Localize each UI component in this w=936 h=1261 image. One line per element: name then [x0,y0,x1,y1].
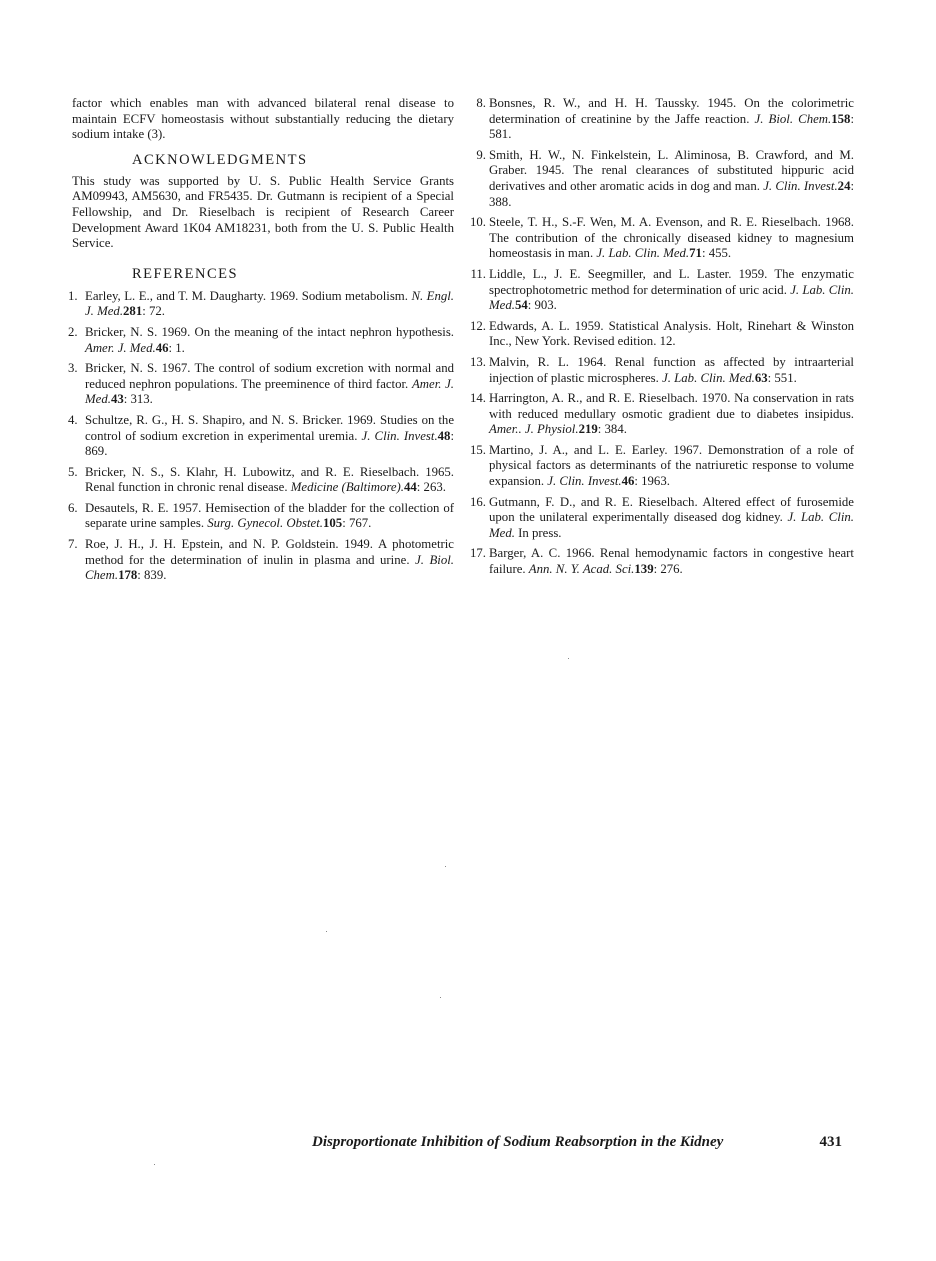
scan-speck [445,866,446,867]
reference-journal: J. Lab. Clin. Med. [596,246,690,261]
left-column [68,96,455,589]
reference-text: Gutmann, F. D., and R. E. Rieselbach. Altered effect of furosemide upon the unilateral experimentally diseased dog kidney. [489,494,854,525]
reference-text: Bricker, N. S., S. Klahr, H. Lubowitz, and R. E. Rieselbach. 1965. Renal function in chronic renal disease. [85,464,454,495]
reference-text: Earley, L. E., and T. M. Daugharty. 1969. Sodium metabolism. [85,288,408,303]
reference-item [68,324,454,356]
reference-number: 14. [470,391,486,406]
reference-pages: : 581. [489,111,855,142]
reference-pages: In press. [518,525,562,540]
reference-pages: : 839. [137,568,167,583]
reference-item [68,288,455,320]
reference-journal: Amer. J. Med. [85,340,156,355]
reference-journal: J. Lab. Clin. Med. [489,282,854,313]
reference-item [470,148,854,210]
reference-volume: 46 [621,474,635,489]
acknowledgments-heading: ACKNOWLEDGMENTS [132,151,308,168]
reference-pages: : 869. [85,428,455,459]
reference-number: 5. [68,464,78,479]
reference-text: Smith, H. W., N. Finkelstein, L. Aliminosa, B. Crawford, and M. Graber. 1945. The renal clearances of substituted hippuric acid derivatives and other aromatic acids in dog and man. [489,147,854,193]
reference-number: 2. [68,324,78,339]
reference-number: 12. [470,318,486,333]
reference-volume: 139 [634,562,654,577]
reference-journal: J. Clin. Invest. [763,178,838,193]
reference-text: Bricker, N. S. 1969. On the meaning of the intact nephron hypothesis. [85,324,454,339]
reference-text: Roe, J. H., J. H. Epstein, and N. P. Goldstein. 1949. A photometric method for the determination of inulin in plasma and urine. [85,537,454,567]
reference-volume: 24 [837,178,851,193]
reference-pages: : 551. [767,370,797,385]
reference-item [470,319,854,350]
reference-number: 9. [476,147,486,162]
reference-text: Desautels, R. E. 1957. Hemisection of the bladder for the collection of separate urine samples. [85,500,454,531]
reference-pages: : 72. [142,304,165,319]
reference-journal: J. Lab. Clin. Med. [662,370,755,385]
reference-number: 4. [68,412,78,427]
intro-paragraph: factor which enables man with advanced bilateral renal disease to maintain ECFV homeostasis without substantially reducing the dietary sodium intake (3). [72,96,454,142]
reference-text: Liddle, L., J. E. Seegmiller, and L. Laster. 1959. The enzymatic spectrophotometric method for determination of uric acid. [489,266,854,297]
reference-volume: 44 [404,480,417,495]
reference-journal: Amer.. J. Physiol. [489,422,579,437]
reference-pages: : 384. [597,422,627,437]
reference-volume: 105 [323,516,343,531]
reference-text: Bonsnes, R. W., and H. H. Taussky. 1945. On the colorimetric determination of creatinine by the Jaffe reaction. [489,96,854,126]
reference-item [68,464,454,496]
reference-journal: J. Biol. Chem. [754,111,832,126]
reference-text: Bricker, N. S. 1967. The control of sodium excretion with normal and reduced nephron populations. The preeminence of third factor. [85,361,454,391]
reference-number: 15. [470,442,486,457]
reference-journal: J. Clin. Invest. [547,474,622,489]
reference-journal: Surg. Gynecol. Obstet. [207,516,323,531]
reference-journal: J. Lab. Clin. Med. [489,510,854,540]
reference-text: Schultze, R. G., H. S. Shapiro, and N. S. Bricker. 1969. Studies on the control of sodium excretion in experimental uremia. [85,412,454,443]
reference-pages: : 313. [123,392,153,407]
reference-item [470,215,854,262]
reference-item [470,96,854,143]
reference-number: 16. [470,494,486,509]
reference-item [470,443,854,490]
reference-volume: 63 [754,370,768,385]
reference-volume: 158 [831,111,851,126]
reference-journal: J. Clin. Invest. [361,428,438,443]
page-number: 431 [819,1134,842,1150]
scan-speck [568,658,569,659]
reference-pages: : 263. [416,480,446,495]
reference-pages: : 455. [701,246,732,261]
references-heading: REFERENCES [132,265,239,282]
scan-speck [440,997,441,998]
reference-volume: 43 [110,392,124,407]
reference-journal: J. Biol. Chem. [85,552,455,583]
reference-number: 13. [470,354,486,369]
reference-number: 17. [470,546,486,561]
page-footer [312,1133,842,1151]
reference-volume: 281 [123,304,143,319]
scan-speck [326,931,327,932]
reference-volume: 71 [689,246,702,261]
reference-journal: Amer. J. Med. [85,376,455,407]
reference-pages: : 1. [168,340,185,355]
running-title: Disproportionate Inhibition of Sodium Reabsorption in the Kidney [312,1134,724,1150]
reference-item [68,537,455,584]
reference-number: 11. [470,266,486,281]
reference-item [68,361,455,408]
scan-speck [154,1164,155,1165]
reference-text: Barger, A. C. 1966. Renal hemodynamic factors in congestive heart failure. [489,546,854,577]
reference-number: 8. [476,96,486,110]
reference-pages: : 388. [489,178,855,209]
reference-item [68,500,454,532]
reference-number: 6. [68,500,78,515]
reference-list-left [68,288,455,584]
reference-journal: Ann. N. Y. Acad. Sci. [528,562,635,577]
reference-volume: 219 [578,422,598,437]
reference-pages: : 1963. [634,474,670,489]
reference-number: 3. [68,361,78,376]
reference-list-right [470,96,854,578]
reference-number: 1. [68,288,78,303]
reference-pages: : 903. [527,298,557,313]
reference-volume: 178 [118,568,138,583]
reference-number: 10. [470,215,486,230]
reference-volume: 48 [437,428,451,443]
acknowledgments-text: This study was supported by U. S. Public Health Service Grants AM09943, AM5630, and FR5435. Dr. Gutmann is recipient of a Special Fellowship, and Dr. Rieselbach is recipient of Research Career Development Award 1K04 AM18231, both from the U. S. Public Health Service. [72,173,454,251]
reference-volume: 46 [155,340,169,355]
right-column [470,96,854,583]
reference-item [470,546,854,577]
reference-item [470,267,854,314]
reference-volume: 54 [514,298,528,313]
reference-item [470,495,854,542]
reference-text: Steele, T. H., S.-F. Wen, M. A. Evenson, and R. E. Rieselbach. 1968. The contribution of the chronically diseased kidney to magnesium homeostasis in man. [489,215,854,261]
reference-text: Edwards, A. L. 1959. Statistical Analysis. Holt, Rinehart & Winston Inc., New York. Revised edition. 12. [489,318,854,349]
reference-item [68,412,455,460]
reference-pages: : 276. [653,562,683,577]
reference-item [470,391,854,438]
reference-text: Martino, J. A., and L. E. Earley. 1967. Demonstration of a role of physical factors as determinants of the natriuretic response to volume expansion. [489,442,854,489]
reference-text: Malvin, R. L. 1964. Renal function as affected by intraarterial injection of plastic microspheres. [489,354,854,385]
reference-text: Harrington, A. R., and R. E. Rieselbach. 1970. Na conservation in rats with reduced medullary osmotic gradient due to diabetes insipidus. [489,391,854,421]
reference-journal: Medicine (Baltimore). [290,480,404,495]
reference-journal: N. Engl. J. Med. [85,288,455,319]
reference-pages: : 767. [342,516,372,531]
reference-number: 7. [68,537,78,552]
reference-item [470,355,854,386]
